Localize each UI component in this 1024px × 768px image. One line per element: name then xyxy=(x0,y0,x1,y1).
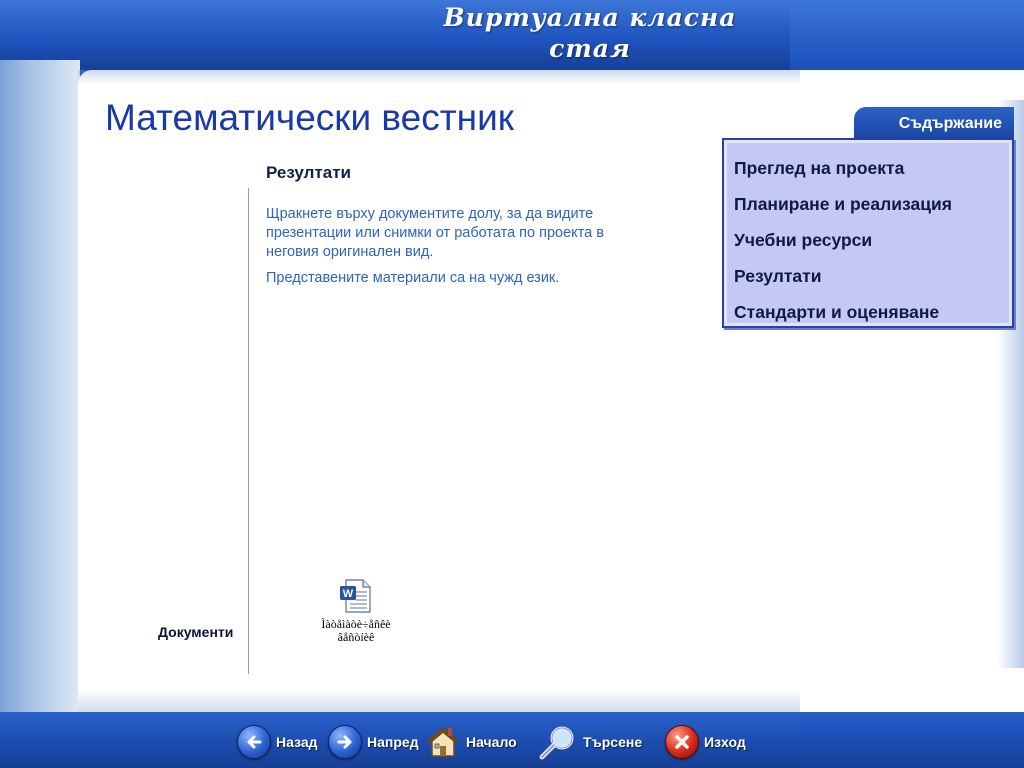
home-label: Начало xyxy=(466,734,517,750)
page-title: Математически вестник xyxy=(105,97,514,138)
close-icon xyxy=(665,725,699,759)
documents-label: Документи xyxy=(158,624,234,640)
forward-button[interactable] xyxy=(328,722,419,762)
app-title-line2: стая xyxy=(549,34,631,63)
document-name-line2: âåñòíèê xyxy=(337,630,375,644)
search-button[interactable] xyxy=(538,722,642,762)
document-name xyxy=(306,618,406,644)
word-document-icon xyxy=(338,578,374,614)
svg-text:W: W xyxy=(342,588,354,600)
content-bottom-shade xyxy=(78,690,800,712)
exit-button[interactable] xyxy=(665,722,746,762)
forward-label: Напред xyxy=(367,734,419,750)
home-button[interactable] xyxy=(425,722,517,762)
search-icon xyxy=(538,724,578,760)
toc-item-results[interactable]: Резултати xyxy=(734,266,822,286)
contents-tab[interactable]: Съдържание xyxy=(854,107,1014,140)
document-link[interactable] xyxy=(306,578,406,644)
document-name-line1: Ìàòåìàòè÷åñêè xyxy=(321,617,391,631)
app-title xyxy=(430,2,750,64)
toc-item-standards[interactable]: Стандарти и оценяване xyxy=(734,302,940,322)
forward-arrow-icon xyxy=(328,725,362,759)
contents-panel xyxy=(722,138,1014,328)
column-divider xyxy=(248,188,249,674)
home-icon xyxy=(425,725,461,759)
app-title-line1: Виртуална класна xyxy=(443,3,737,32)
toc-item-resources[interactable]: Учебни ресурси xyxy=(734,230,873,250)
left-frame-rail xyxy=(0,60,80,768)
toc-item-project-overview[interactable]: Преглед на проекта xyxy=(734,158,905,178)
toc-item-planning[interactable]: Планиране и реализация xyxy=(734,194,952,214)
back-arrow-icon xyxy=(237,725,271,759)
back-label: Назад xyxy=(276,734,318,750)
section-title: Резултати xyxy=(266,163,351,182)
search-label: Търсене xyxy=(583,734,643,750)
exit-label: Изход xyxy=(704,734,746,750)
content-top-shadow xyxy=(78,70,800,84)
section-description: Щракнете върху документите долу, за да видите презентации или снимки от работата по проекта в неговия оригинален вид. xyxy=(266,206,604,260)
foreign-language-note: Представените материали са на чужд език. xyxy=(266,270,560,286)
back-button[interactable] xyxy=(237,722,318,762)
